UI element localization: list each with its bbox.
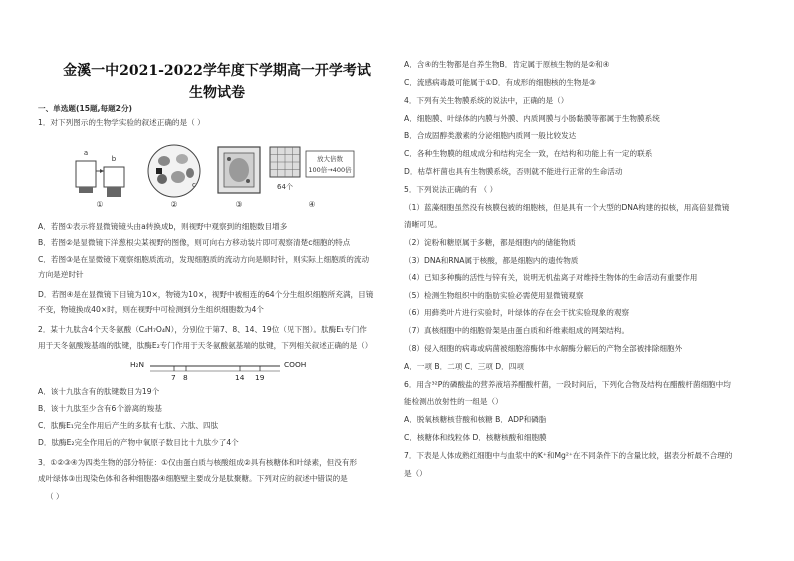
- right-text-line: A．一项 B．二项 C．三项 D．四项: [404, 362, 524, 371]
- left-text-line: D．若图④是在显微镜下目镜为10×，物镜为10×，视野中被相连的64个分生组织细胞所充满，目镜: [38, 290, 374, 299]
- left-text-line: 3．①②③④为四类生物的部分特征：①仅由蛋白质与核酸组成②具有核糖体和叶绿素，但没有形: [38, 458, 358, 467]
- left-text-line: C．肽酶E₁完全作用后产生的多肽有七肽、六肽、四肽: [38, 421, 219, 430]
- right-text-line: （5）检测生物组织中的脂肪实验必需使用显微镜观察: [404, 291, 584, 300]
- figure-3-label: ③: [235, 200, 243, 209]
- left-text-line: A．该十九肽含有的肽键数目为19个: [38, 387, 160, 396]
- right-text-line: 能检测出放射性的一组是（）: [404, 397, 503, 406]
- cell-c-label: c: [192, 181, 196, 189]
- microscope-figures: [72, 141, 357, 209]
- figure-1-label: ①: [96, 200, 104, 209]
- right-text-line: （7）真核细胞中的细胞骨架是由蛋白质和纤维素组成的网架结构。: [404, 326, 630, 335]
- right-text-line: （1）蓝藻细胞虽然没有核膜包被的细胞核，但是具有一个大型的DNA构建的拟核，用高倍显微镜: [404, 203, 730, 212]
- left-text-line: C．若图③是在显微镜下观察细胞质流动，发现细胞质的流动方向是顺时针，则实际上细胞质的流动: [38, 255, 370, 264]
- position-label: 19: [255, 373, 265, 382]
- figure-1-lenses: [76, 149, 124, 209]
- figure-2-root-tip-cells: [148, 145, 200, 209]
- left-text-line: D．肽酶E₂完全作用后的产物中氧原子数目比十九肽少了4个: [38, 438, 239, 447]
- exam-subtitle: 生物试卷: [189, 85, 245, 101]
- left-text-line: 用于天冬氨酸羧基端的肽键，肽酶E₂专门作用于天冬氨酸氨基端的肽键，下列相关叙述正确的是（）: [38, 341, 373, 350]
- position-label: 8: [183, 373, 188, 382]
- position-label: 14: [235, 373, 245, 382]
- figure-4-cell-grid: [270, 147, 354, 209]
- figure-2-label: ②: [170, 200, 178, 209]
- right-text-line: C．核糖体和线粒体 D．核糖核酸和细胞膜: [404, 433, 547, 442]
- figure-3-plant-cell: [218, 147, 260, 209]
- right-text-line: C．流感病毒最可能属于①D．有成形的细胞核的生物是③: [404, 78, 596, 87]
- cell-count-label: 64个: [277, 183, 293, 191]
- right-text-line: （8）侵入细胞的病毒或病菌被细胞溶酶体中水解酶分解后的产物全部被排除细胞外: [404, 344, 683, 353]
- position-label: 7: [171, 373, 176, 382]
- right-text-line: 是（）: [404, 469, 427, 478]
- right-text-line: （6）用藓类叶片进行实验时，叶绿体的存在会干扰实验现象的观察: [404, 308, 630, 317]
- left-text-line: A．若图①表示将显微镜镜头由a转换成b，则视野中观察到的细胞数目增多: [38, 222, 288, 231]
- left-text-line: 方向是逆时针: [38, 270, 84, 279]
- right-text-line: A．细胞膜、叶绿体的内膜与外膜、内质网膜与小肠黏膜等都属于生物膜系统: [404, 114, 660, 123]
- right-text-line: 4．下列有关生物膜系统的说法中，正确的是（）: [404, 96, 569, 105]
- left-text-line: B．若图②是显微镜下洋葱根尖某视野的图像，则可向右方移动装片即可观察清楚c细胞的特点: [38, 238, 351, 247]
- right-text-line: 5．下列说法正确的有 （ ）: [404, 185, 498, 194]
- magnification-title: 放大倍数: [317, 155, 343, 163]
- left-text-line: 不变，物镜换成40×时，则在视野中可检测到分生组织细胞数为4个: [38, 305, 264, 314]
- right-text-line: （3）DNA和RNA属于核酸，都是细胞内的遗传物质: [404, 256, 579, 265]
- left-text-line: 1．对下列图示的生物学实验的叙述正确的是（ ）: [38, 118, 205, 127]
- right-text-line: 清晰可见。: [404, 220, 442, 229]
- left-text-line: B．该十九肽至少含有6个游离的羧基: [38, 404, 162, 413]
- right-text-line: 7．下表是人体成熟红细胞中与血浆中的K⁺和Mg²⁺在不同条件下的含量比较，据表分析最不合理的: [404, 451, 733, 460]
- chain-end-label: COOH: [284, 360, 307, 369]
- right-text-line: （2）淀粉和糖原属于多糖，都是细胞内的储能物质: [404, 238, 576, 247]
- chain-start-label: H₂N: [130, 360, 145, 369]
- left-text-line: 一、单选题(15题,每题2分): [38, 104, 133, 113]
- lens-b-label: b: [111, 155, 117, 163]
- right-text-line: A．含④的生物都是自养生物B．肯定属于原核生物的是②和④: [404, 60, 610, 69]
- question-1-figures: [72, 141, 357, 209]
- figure-4-label: ④: [308, 200, 316, 209]
- polypeptide-diagram: [130, 358, 330, 384]
- left-text-line: 成叶绿体③出现染色体和各种细胞器④细胞壁主要成分是肽聚糖。下列对应的叙述中错误的是: [38, 474, 348, 483]
- right-text-line: B．合成固醇类激素的分泌细胞内质网一般比较发达: [404, 131, 577, 140]
- right-text-line: （4）已知多种酶的活性与锌有关，说明无机盐离子对维持生物体的生命活动有重要作用: [404, 273, 698, 282]
- lens-a-label: a: [83, 149, 89, 157]
- magnification-values: 100倍→400倍: [308, 166, 352, 174]
- right-text-line: C．各种生物膜的组成成分和结构完全一致，在结构和功能上有一定的联系: [404, 149, 653, 158]
- right-text-line: 6．用含³²P的磷酸盐的营养液培养醋酸杆菌，一段时间后，下列化合物及结构在醋酸杆菌细胞中均: [404, 380, 731, 389]
- exam-title: 金溪一中2021-2022学年度下学期高一开学考试: [63, 63, 371, 79]
- right-text-line: A．脱氧核糖核苷酸和核糖 B．ADP和磷脂: [404, 415, 547, 424]
- right-text-line: D．枯草杆菌也具有生物膜系统，否则就不能进行正常的生命活动: [404, 167, 623, 176]
- left-text-line: （ ）: [46, 492, 64, 501]
- left-text-line: 2．某十九肽含4个天冬氨酸（C₄H₇O₄N），分别位于第7、8、14、19位（见下图）。肽酶E₁专门作: [38, 325, 367, 334]
